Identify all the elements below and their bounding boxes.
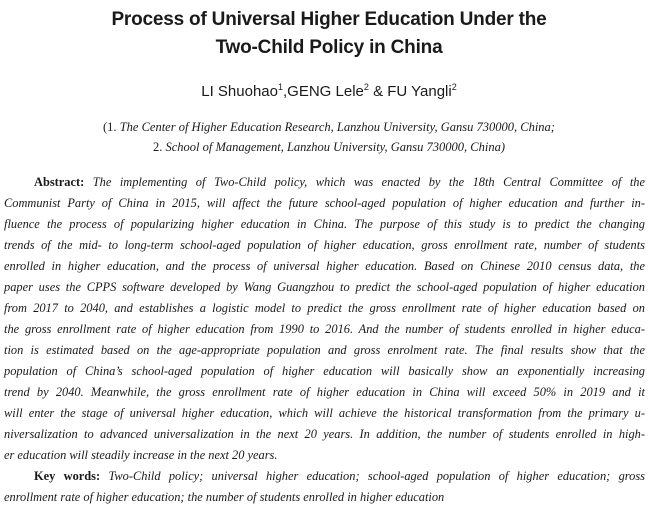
affiliation-text: School of Management, Lanzhou University, Gansu 730000, China)	[165, 140, 506, 154]
paper-title-line-2: Two-Child Policy in China	[215, 37, 443, 58]
abstract-line	[34, 174, 645, 190]
abstract-line: fluence the process of popularizing higher education in China. The purpose of this study is to predict the changing	[4, 217, 645, 231]
abstract-line: tion is estimated based on the age-appropriate population and gross enrolment rate. The final results show that the	[4, 343, 645, 357]
author-affiliation-mark: 2	[451, 82, 457, 92]
author-name: GENG Lele	[287, 83, 364, 100]
keywords-line	[34, 468, 645, 484]
paper-title-line-1: Process of Universal Higher Education Under the	[111, 9, 547, 30]
abstract-line: Communist Party of China in 2015, will affect the future school-aged population of higher education and further in-	[4, 196, 645, 210]
abstract-line: er education will steadily increase in the next 20 years.	[4, 448, 278, 462]
affiliation-prefix: 2.	[152, 140, 163, 154]
affiliation-prefix: (1.	[103, 120, 117, 134]
abstract-line: enrolled in higher education, and the process of universal higher education. Based on Chinese 2010 census data, the	[4, 259, 645, 273]
author-list	[0, 83, 658, 101]
abstract-text: The implementing of Two-Child policy, which was enacted by the 18th Central Committee of the	[92, 175, 645, 189]
abstract-line: niversalization to advanced universalization in the next 20 years. In addition, the number of students enrolled in high-	[4, 427, 645, 441]
affiliation-line	[0, 119, 658, 135]
abstract-line: the gross enrollment rate of higher education from 1990 to 2016. And the number of students enrolled in higher educa-	[4, 322, 645, 336]
keywords-label: Key words:	[34, 469, 101, 483]
author-separator: ,	[283, 83, 288, 100]
author-affiliation-mark: 1	[277, 82, 283, 92]
abstract-line: trends of the mid- to long-term school-aged population of higher education, gross enrollment rate, number of students	[4, 238, 645, 252]
keywords-text: Two-Child policy; universal higher education; school-aged population of higher education; gross	[108, 469, 645, 483]
author-name: LI Shuohao	[201, 83, 278, 100]
abstract-line: from 2017 to 2040, and establishes a logistic model to predict the gross enrollment rate of higher education based on	[4, 301, 645, 315]
author-separator: &	[373, 83, 384, 100]
abstract-line: trend by 2040. Meanwhile, the gross enrollment rate of higher education in China will exceed 50% in 2019 and it	[4, 385, 645, 399]
author-name: FU Yangli	[387, 83, 452, 100]
abstract-line: population of China’s school-aged population of higher education will basically show an exponentially increasing	[4, 364, 645, 378]
abstract-line: paper uses the CPPS software developed by Wang Guangzhou to predict the school-aged population of higher education	[4, 280, 645, 294]
abstract-label: Abstract:	[34, 175, 85, 189]
author-affiliation-mark: 2	[363, 82, 369, 92]
affiliation-text: The Center of Higher Education Research, Lanzhou University, Gansu 730000, China;	[119, 120, 555, 134]
keywords-line: enrollment rate of higher education; the number of students enrolled in higher education	[4, 490, 445, 504]
affiliation-line	[0, 139, 658, 155]
abstract-line: will enter the stage of universal higher education, which will achieve the historical transformation from the primary u-	[4, 406, 645, 420]
